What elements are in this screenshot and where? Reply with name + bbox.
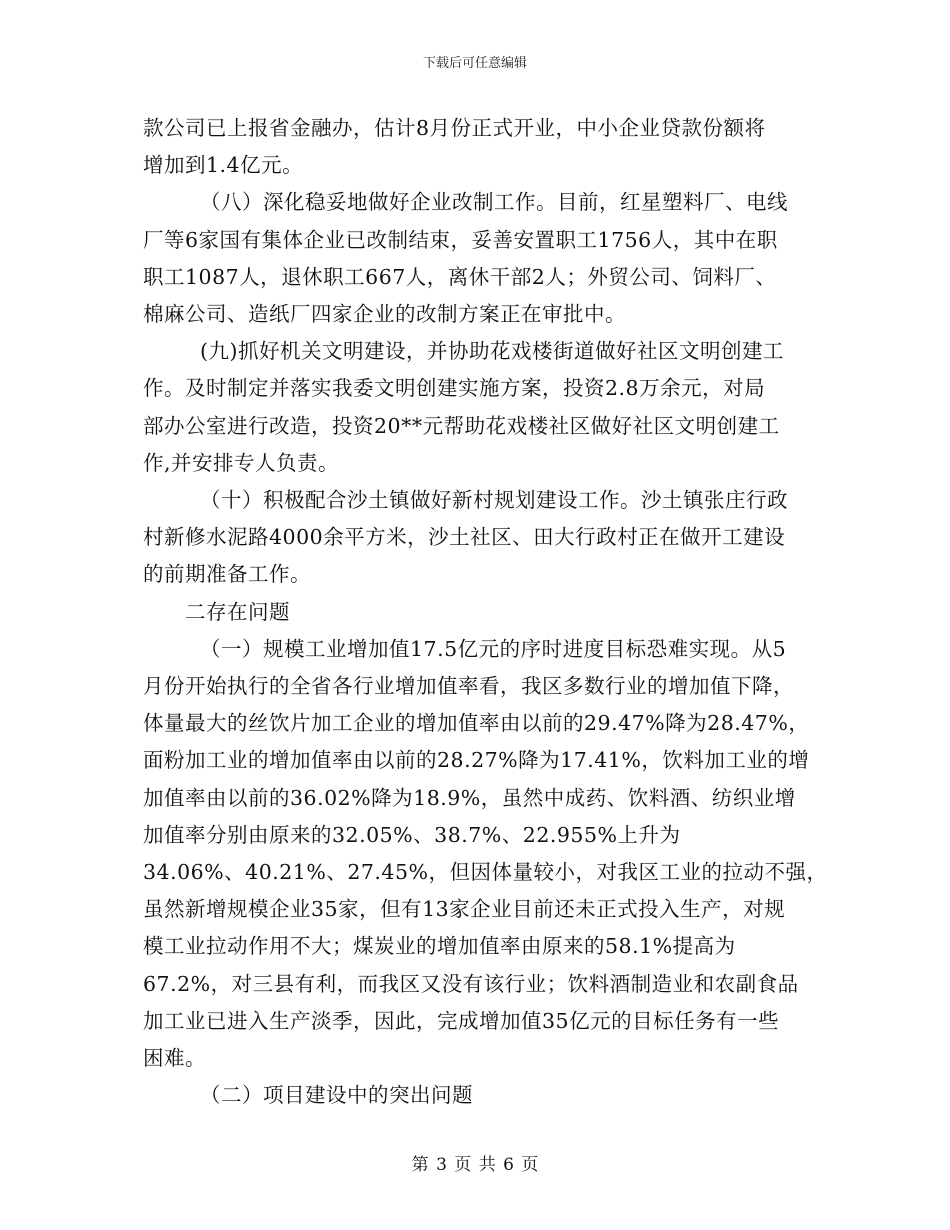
- text-line: 加工业已进入生产淡季，因此，完成增加值35亿元的目标任务有一些: [143, 1008, 780, 1033]
- text-line: 困难。: [143, 1046, 206, 1071]
- text-line: 作,并安排专人负责。: [143, 450, 340, 475]
- text-line: 厂等6家国有集体企业已改制结束，妥善安置职工1756人，其中在职: [143, 227, 778, 252]
- text-line: 的前期准备工作。: [143, 562, 311, 587]
- paragraph-heading: （十）积极配合沙土镇做好新村规划建设工作。沙土镇张庄行政: [200, 488, 788, 513]
- text-line: 职工1087人，退休职工667人，离休干部2人；外贸公司、饲料厂、: [143, 264, 777, 289]
- page-footer: 第 3 页 共 6 页: [411, 1155, 539, 1175]
- text-line: 部办公室进行改造，投资20**元帮助花戏楼社区做好社区文明创建工: [143, 413, 780, 438]
- text-line: 加值率由以前的36.02%降为18.9%，虽然中成药、饮料酒、纺织业增: [143, 785, 796, 810]
- text-line: 加值率分别由原来的32.05%、38.7%、22.955%上升为: [143, 822, 681, 847]
- text-line: 34.06%、40.21%、27.45%，但因体量较小，对我区工业的拉动不强，: [143, 860, 828, 885]
- paragraph-heading: （二）项目建设中的突出问题: [200, 1083, 473, 1108]
- page-header: 下载后可任意编辑: [422, 56, 527, 71]
- text-line: 作。及时制定并落实我委文明创建实施方案，投资2.8万余元，对局: [143, 376, 766, 401]
- section-heading: 二存在问题: [185, 599, 290, 624]
- text-line: 棉麻公司、造纸厂四家企业的改制方案正在审批中。: [143, 302, 626, 327]
- text-line: 增加到1.4亿元。: [143, 153, 304, 178]
- text-line: 模工业拉动作用不大；煤炭业的增加值率由原来的58.1%提高为: [143, 934, 736, 959]
- text-line: 体量最大的丝饮片加工企业的增加值率由以前的29.47%降为28.47%，: [143, 711, 810, 736]
- text-line: 面粉加工业的增加值率由以前的28.27%降为17.41%，饮料加工业的增: [143, 748, 810, 773]
- document-body: [143, 110, 828, 1114]
- text-line: 虽然新增规模企业35家，但有13家企业目前还未正式投入生产，对规: [143, 897, 786, 922]
- paragraph-heading: （八）深化稳妥地做好企业改制工作。目前，红星塑料厂、电线: [200, 190, 788, 215]
- paragraph-heading: (九)抓好机关文明建设，并协助花戏楼街道做好社区文明创建工: [200, 339, 784, 364]
- text-line: 村新修水泥路4000余平方米，沙土社区、田大行政村正在做开工建设: [143, 525, 786, 550]
- text-line: 款公司已上报省金融办，估计8月份正式开业，中小企业贷款份额将: [143, 116, 766, 140]
- text-line: 月份开始执行的全省各行业增加值率看，我区多数行业的增加值下降，: [143, 674, 794, 699]
- text-line: 67.2%，对三县有利，而我区又没有该行业；饮料酒制造业和农副食品: [143, 971, 799, 996]
- paragraph-heading: （一）规模工业增加值17.5亿元的序时进度目标恐难实现。从5: [200, 636, 787, 661]
